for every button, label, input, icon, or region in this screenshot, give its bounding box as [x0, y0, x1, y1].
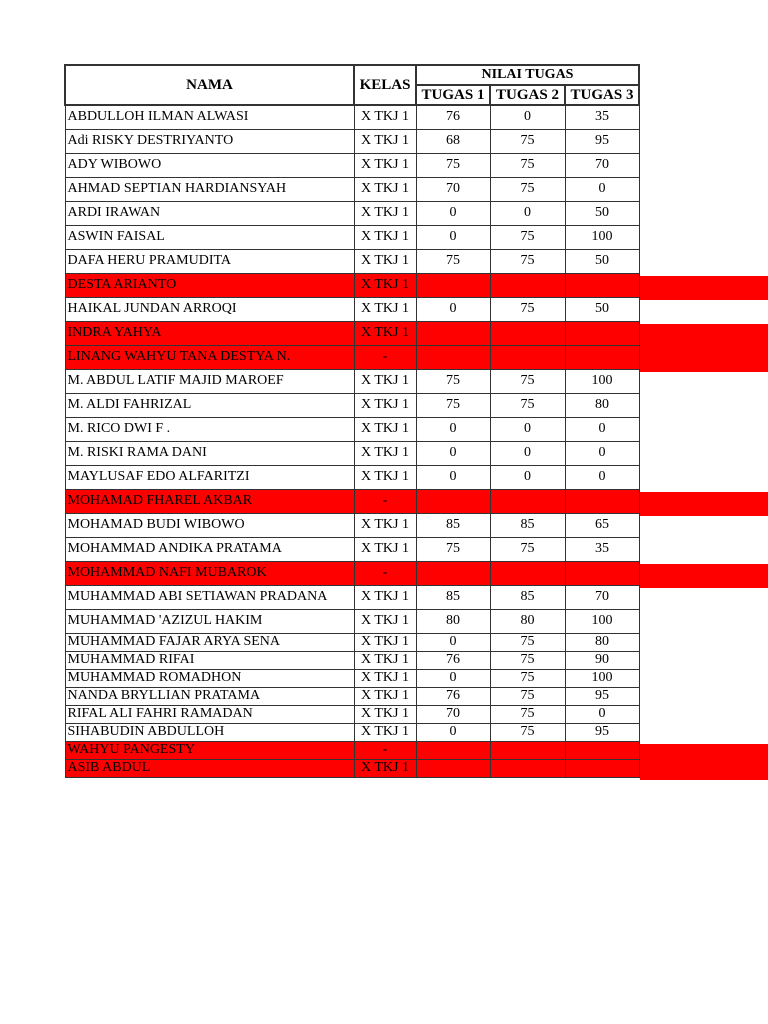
student-name: Adi RISKY DESTRIYANTO [65, 129, 354, 153]
student-name: AHMAD SEPTIAN HARDIANSYAH [65, 177, 354, 201]
table-row [65, 633, 639, 651]
score-tugas-2: 0 [490, 417, 565, 441]
score-tugas-2: 0 [490, 465, 565, 489]
score-tugas-1: 85 [416, 585, 490, 609]
score-tugas-1: 75 [416, 153, 490, 177]
score-tugas-3: 80 [565, 633, 639, 651]
score-tugas-1: 0 [416, 669, 490, 687]
student-class: X TKJ 1 [354, 177, 416, 201]
score-tugas-3: 95 [565, 129, 639, 153]
score-tugas-1: 76 [416, 651, 490, 669]
score-tugas-3 [565, 759, 639, 777]
score-tugas-1 [416, 759, 490, 777]
score-tugas-3 [565, 561, 639, 585]
table-row [65, 723, 639, 741]
header-tugas-1: TUGAS 1 [416, 85, 490, 105]
score-tugas-3: 90 [565, 651, 639, 669]
score-tugas-2: 75 [490, 177, 565, 201]
score-tugas-1: 70 [416, 705, 490, 723]
score-tugas-2 [490, 321, 565, 345]
student-class: X TKJ 1 [354, 153, 416, 177]
score-tugas-3: 0 [565, 705, 639, 723]
row-highlight-band [640, 348, 768, 372]
student-class: X TKJ 1 [354, 417, 416, 441]
table-row [65, 585, 639, 609]
row-highlight-band [640, 492, 768, 516]
table-row [65, 297, 639, 321]
student-class: - [354, 741, 416, 759]
score-tugas-2: 75 [490, 651, 565, 669]
score-tugas-3: 50 [565, 249, 639, 273]
student-class: X TKJ 1 [354, 759, 416, 777]
table-row [65, 561, 639, 585]
score-tugas-2: 85 [490, 585, 565, 609]
score-tugas-1: 0 [416, 465, 490, 489]
score-tugas-3: 80 [565, 393, 639, 417]
score-tugas-2: 75 [490, 129, 565, 153]
student-class: X TKJ 1 [354, 465, 416, 489]
score-tugas-2: 75 [490, 537, 565, 561]
score-tugas-3: 35 [565, 537, 639, 561]
student-name: SIHABUDIN ABDULLOH [65, 723, 354, 741]
student-name: MUHAMMAD FAJAR ARYA SENA [65, 633, 354, 651]
student-name: MUHAMMAD 'AZIZUL HAKIM [65, 609, 354, 633]
student-name: M. ALDI FAHRIZAL [65, 393, 354, 417]
student-name: INDRA YAHYA [65, 321, 354, 345]
score-tugas-1 [416, 561, 490, 585]
header-tugas-3: TUGAS 3 [565, 85, 639, 105]
student-name: MOHAMMAD NAFI MUBAROK [65, 561, 354, 585]
score-tugas-1: 0 [416, 201, 490, 225]
score-tugas-3: 65 [565, 513, 639, 537]
grade-table [64, 64, 640, 778]
table-row [65, 513, 639, 537]
score-tugas-2: 75 [490, 369, 565, 393]
row-highlight-band [640, 564, 768, 588]
table-row [65, 153, 639, 177]
score-tugas-1: 75 [416, 249, 490, 273]
table-row [65, 321, 639, 345]
student-class: X TKJ 1 [354, 585, 416, 609]
student-class: X TKJ 1 [354, 669, 416, 687]
score-tugas-3: 35 [565, 105, 639, 129]
table-row [65, 537, 639, 561]
score-tugas-3: 95 [565, 687, 639, 705]
score-tugas-3: 70 [565, 153, 639, 177]
score-tugas-1: 76 [416, 105, 490, 129]
score-tugas-3: 0 [565, 465, 639, 489]
score-tugas-3: 95 [565, 723, 639, 741]
score-tugas-2: 80 [490, 609, 565, 633]
score-tugas-1: 75 [416, 537, 490, 561]
score-tugas-3: 100 [565, 669, 639, 687]
student-name: NANDA BRYLLIAN PRATAMA [65, 687, 354, 705]
score-tugas-1: 70 [416, 177, 490, 201]
score-tugas-1: 85 [416, 513, 490, 537]
student-class: X TKJ 1 [354, 537, 416, 561]
student-class: X TKJ 1 [354, 297, 416, 321]
student-class: - [354, 345, 416, 369]
row-highlight-band [640, 744, 768, 762]
score-tugas-3: 100 [565, 609, 639, 633]
student-name: ARDI IRAWAN [65, 201, 354, 225]
score-tugas-1: 68 [416, 129, 490, 153]
student-class: X TKJ 1 [354, 249, 416, 273]
score-tugas-2 [490, 741, 565, 759]
table-row [65, 651, 639, 669]
table-row [65, 417, 639, 441]
row-highlight-band [640, 762, 768, 780]
score-tugas-3 [565, 741, 639, 759]
score-tugas-2: 0 [490, 201, 565, 225]
student-name: RIFAL ALI FAHRI RAMADAN [65, 705, 354, 723]
score-tugas-3 [565, 489, 639, 513]
student-class: X TKJ 1 [354, 633, 416, 651]
student-name: M. RICO DWI F . [65, 417, 354, 441]
table-row [65, 345, 639, 369]
table-row [65, 687, 639, 705]
score-tugas-3: 0 [565, 441, 639, 465]
student-class: X TKJ 1 [354, 321, 416, 345]
score-tugas-1: 0 [416, 297, 490, 321]
score-tugas-2: 85 [490, 513, 565, 537]
score-tugas-1: 75 [416, 369, 490, 393]
score-tugas-2 [490, 273, 565, 297]
score-tugas-2 [490, 561, 565, 585]
table-row [65, 129, 639, 153]
score-tugas-1 [416, 273, 490, 297]
student-name: ADY WIBOWO [65, 153, 354, 177]
score-tugas-2 [490, 345, 565, 369]
table-row [65, 741, 639, 759]
student-class: X TKJ 1 [354, 513, 416, 537]
score-tugas-3: 0 [565, 177, 639, 201]
student-class: X TKJ 1 [354, 105, 416, 129]
student-class: X TKJ 1 [354, 225, 416, 249]
score-tugas-1 [416, 489, 490, 513]
score-tugas-3 [565, 273, 639, 297]
row-highlight-band [640, 324, 768, 348]
score-tugas-2 [490, 489, 565, 513]
score-tugas-1: 76 [416, 687, 490, 705]
student-class: X TKJ 1 [354, 273, 416, 297]
score-tugas-3: 100 [565, 369, 639, 393]
header-tugas-2: TUGAS 2 [490, 85, 565, 105]
student-name: DESTA ARIANTO [65, 273, 354, 297]
student-class: X TKJ 1 [354, 687, 416, 705]
table-row [65, 669, 639, 687]
score-tugas-3: 100 [565, 225, 639, 249]
table-row [65, 249, 639, 273]
table-row [65, 705, 639, 723]
score-tugas-1: 0 [416, 417, 490, 441]
score-tugas-1: 80 [416, 609, 490, 633]
score-tugas-2: 75 [490, 225, 565, 249]
score-tugas-1 [416, 321, 490, 345]
score-tugas-1 [416, 741, 490, 759]
score-tugas-2: 75 [490, 687, 565, 705]
student-class: - [354, 561, 416, 585]
table-row [65, 441, 639, 465]
row-highlight-band [640, 276, 768, 300]
table-row [65, 393, 639, 417]
student-name: ASIB ABDUL [65, 759, 354, 777]
student-class: X TKJ 1 [354, 651, 416, 669]
score-tugas-2: 75 [490, 249, 565, 273]
student-name: MOHAMAD BUDI WIBOWO [65, 513, 354, 537]
table-row [65, 201, 639, 225]
student-name: MOHAMAD FHAREL AKBAR [65, 489, 354, 513]
score-tugas-1: 75 [416, 393, 490, 417]
score-tugas-3 [565, 321, 639, 345]
score-tugas-2: 75 [490, 669, 565, 687]
student-class: X TKJ 1 [354, 369, 416, 393]
header-nilai-tugas: NILAI TUGAS [416, 65, 639, 85]
header-nama: NAMA [65, 65, 354, 105]
table-body [65, 105, 639, 777]
student-name: ASWIN FAISAL [65, 225, 354, 249]
student-class: X TKJ 1 [354, 441, 416, 465]
score-tugas-2: 75 [490, 633, 565, 651]
score-tugas-2: 0 [490, 105, 565, 129]
table-row [65, 465, 639, 489]
student-name: WAHYU PANGESTY [65, 741, 354, 759]
table-row [65, 489, 639, 513]
student-name: LINANG WAHYU TANA DESTYA N. [65, 345, 354, 369]
student-name: M. RISKI RAMA DANI [65, 441, 354, 465]
score-tugas-2: 75 [490, 723, 565, 741]
score-tugas-3: 50 [565, 201, 639, 225]
table-row [65, 225, 639, 249]
student-name: DAFA HERU PRAMUDITA [65, 249, 354, 273]
student-class: X TKJ 1 [354, 201, 416, 225]
score-tugas-3 [565, 345, 639, 369]
student-class: X TKJ 1 [354, 129, 416, 153]
table-row [65, 759, 639, 777]
score-tugas-2: 0 [490, 441, 565, 465]
table-row [65, 177, 639, 201]
student-name: HAIKAL JUNDAN ARROQI [65, 297, 354, 321]
student-class: X TKJ 1 [354, 723, 416, 741]
score-tugas-3: 0 [565, 417, 639, 441]
header-kelas: KELAS [354, 65, 416, 105]
student-name: MUHAMMAD ROMADHON [65, 669, 354, 687]
score-tugas-1: 0 [416, 723, 490, 741]
score-tugas-2: 75 [490, 297, 565, 321]
score-tugas-2: 75 [490, 393, 565, 417]
score-tugas-3: 70 [565, 585, 639, 609]
score-tugas-1 [416, 345, 490, 369]
score-tugas-2: 75 [490, 705, 565, 723]
table-row [65, 369, 639, 393]
student-name: MOHAMMAD ANDIKA PRATAMA [65, 537, 354, 561]
student-class: - [354, 489, 416, 513]
student-name: MAYLUSAF EDO ALFARITZI [65, 465, 354, 489]
student-name: MUHAMMAD ABI SETIAWAN PRADANA [65, 585, 354, 609]
student-class: X TKJ 1 [354, 609, 416, 633]
student-name: MUHAMMAD RIFAI [65, 651, 354, 669]
student-class: X TKJ 1 [354, 393, 416, 417]
table-row [65, 609, 639, 633]
table-row [65, 105, 639, 129]
score-tugas-2 [490, 759, 565, 777]
student-name: M. ABDUL LATIF MAJID MAROEF [65, 369, 354, 393]
score-tugas-1: 0 [416, 225, 490, 249]
score-tugas-1: 0 [416, 633, 490, 651]
student-name: ABDULLOH ILMAN ALWASI [65, 105, 354, 129]
score-tugas-3: 50 [565, 297, 639, 321]
table-row [65, 273, 639, 297]
score-tugas-2: 75 [490, 153, 565, 177]
score-tugas-1: 0 [416, 441, 490, 465]
student-class: X TKJ 1 [354, 705, 416, 723]
